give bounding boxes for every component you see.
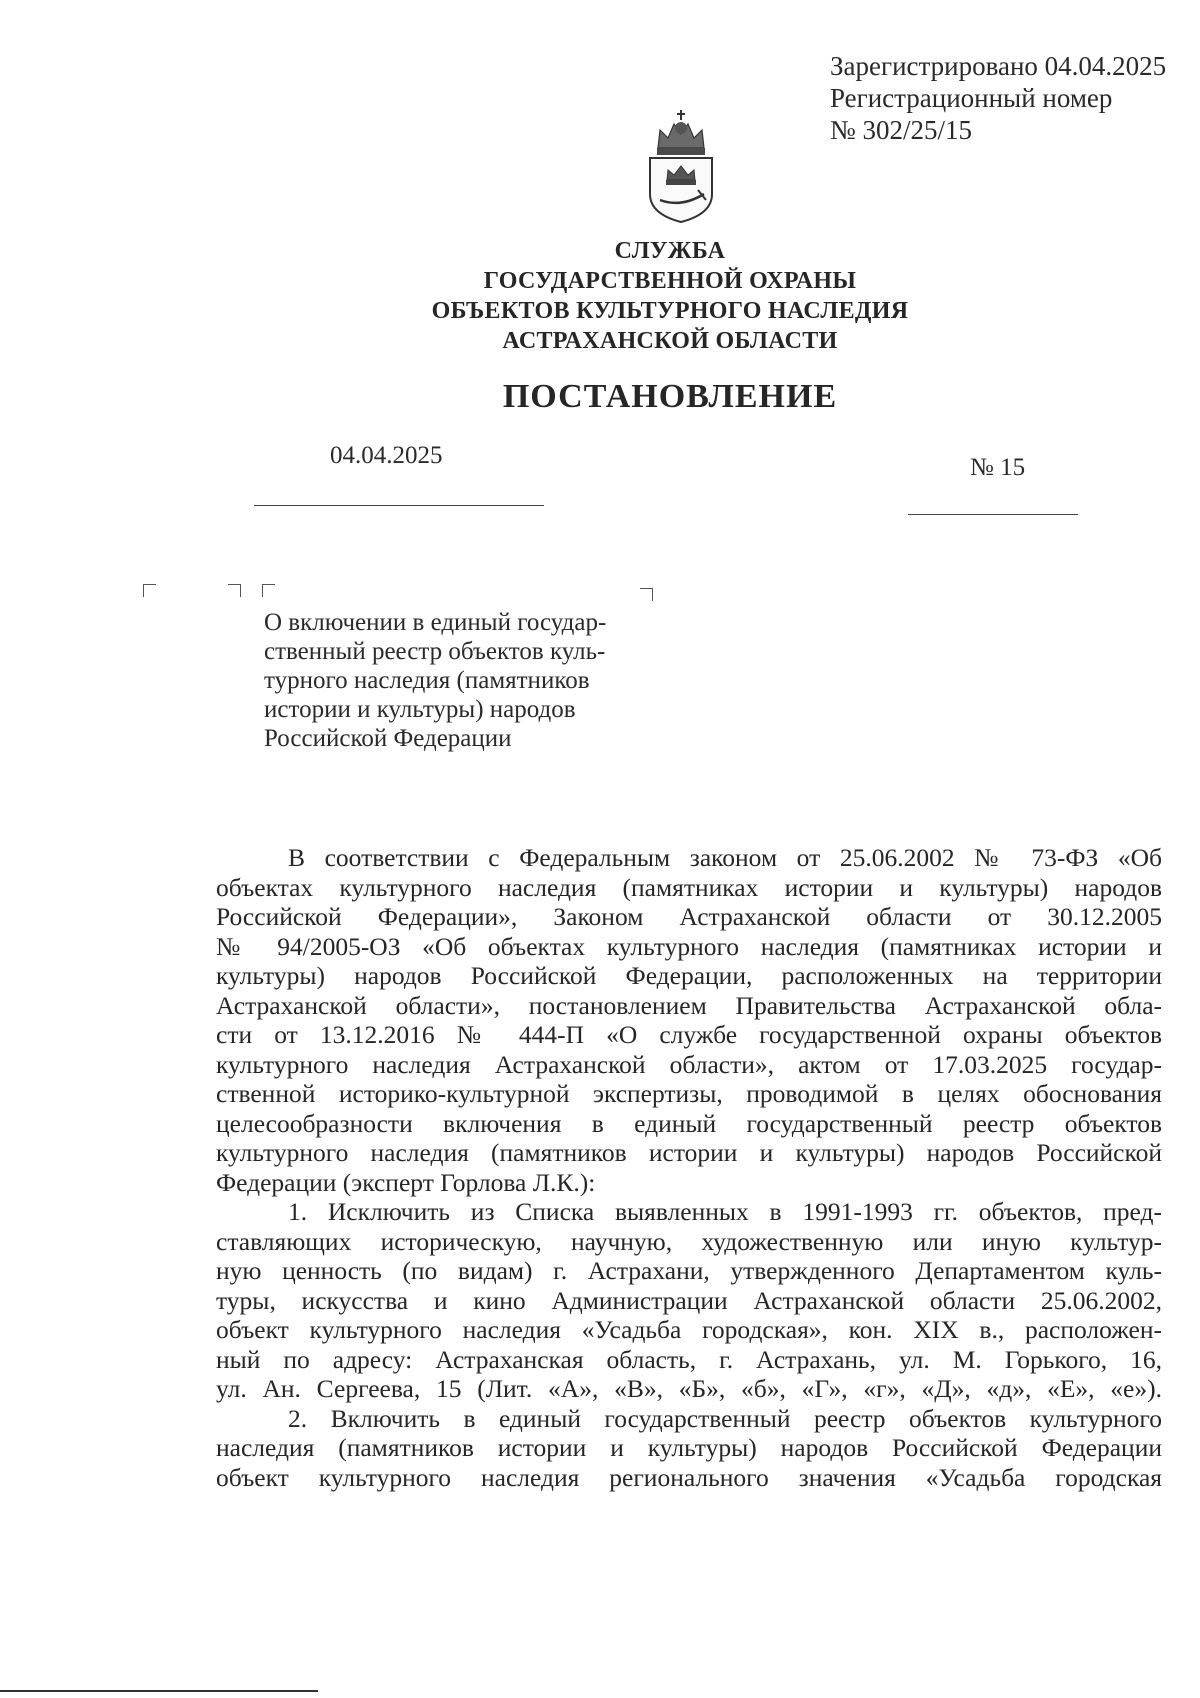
registration-number: № 302/25/15	[830, 115, 973, 145]
body-line: Федерации (эксперт Горлова Л.К.):	[216, 1167, 596, 1197]
body-line: объектах культурного наследия (памятниках истории и культуры) народов	[216, 872, 1162, 902]
agency-line: ГОСУДАРСТВЕННОЙ ОХРАНЫ	[483, 268, 857, 294]
body-line: объект культурного наследия регионального значения «Усадьба городская	[216, 1462, 1162, 1492]
agency-line: АСТРАХАНСКОЙ ОБЛАСТИ	[502, 328, 838, 354]
body-line: Астраханской области», постановлением Правительства Астраханской обла-	[216, 990, 1162, 1020]
document-type-heading: ПОСТАНОВЛЕНИЕ	[502, 378, 838, 415]
agency-line: СЛУЖБА	[614, 238, 726, 264]
body-line: ную ценность (по видам) г. Астрахани, утвержденного Департаментом куль-	[216, 1256, 1162, 1285]
registration-line: Регистрационный номер	[830, 83, 1113, 113]
body-line: культуры) народов Российской Федерации, расположенных на территории	[216, 961, 1162, 990]
body-line: культурного наследия (памятников истории и культуры) народов Российской	[216, 1138, 1162, 1167]
corner-mark	[262, 584, 275, 597]
body-line: ный по адресу: Астраханская область, г. Астрахань, ул. М. Горького, 16,	[216, 1344, 1162, 1374]
body-line: В соответствии с Федеральным законом от 25.06.2002 № 73-ФЗ «Об	[288, 843, 1162, 872]
document-date: 04.04.2025	[330, 442, 443, 469]
body-line: целесообразности включения в единый государственный реестр объектов	[216, 1108, 1162, 1138]
document-body	[216, 843, 1162, 1492]
body-line: 1. Исключить из Списка выявленных в 1991-1993 гг. объектов, пред-	[288, 1197, 1162, 1226]
body-line: объект культурного наследия «Усадьба городская», кон. XIX в., расположен-	[216, 1315, 1162, 1344]
corner-mark	[640, 588, 653, 601]
corner-mark	[143, 584, 156, 597]
body-line: наследия (памятников истории и культуры) народов Российской Федерации	[216, 1433, 1162, 1462]
body-line: сти от 13.12.2016 № 444-П «О службе государственной охраны объектов	[216, 1020, 1162, 1049]
title-line: турного наследия (памятников	[264, 667, 590, 694]
document-number: № 15	[970, 454, 1026, 481]
registration-stamp	[830, 50, 1166, 146]
body-line: туры, искусства и кино Администрации Астраханской области 25.06.2002,	[216, 1285, 1162, 1315]
body-line: ставляющих историческую, научную, художественную или иную культур-	[216, 1226, 1162, 1256]
body-line: 2. Включить в единый государственный реестр объектов культурного	[288, 1403, 1162, 1433]
title-line: О включении в единый государ-	[264, 609, 607, 636]
coat-of-arms-icon	[640, 108, 722, 224]
body-line: Российской Федерации», Законом Астраханской области от 30.12.2005	[216, 902, 1162, 931]
number-underline	[908, 514, 1078, 515]
agency-name	[400, 236, 940, 356]
corner-mark	[228, 584, 241, 597]
body-line: ственной историко-культурной экспертизы, проводимой в целях обоснования	[216, 1079, 1162, 1108]
agency-line: ОБЪЕКТОВ КУЛЬТУРНОГО НАСЛЕДИЯ	[431, 298, 909, 324]
body-line: № 94/2005-ОЗ «Об объектах культурного наследия (памятниках истории и	[216, 931, 1162, 961]
body-line: культурного наследия Астраханской области», актом от 17.03.2025 государ-	[216, 1049, 1162, 1079]
document-title	[264, 608, 684, 753]
date-underline	[254, 505, 544, 506]
body-line: ул. Ан. Сергеева, 15 (Лит. «А», «В», «Б», «б», «Г», «г», «Д», «д», «Е», «е»).	[216, 1374, 1162, 1403]
title-line: ственный реестр объектов куль-	[264, 638, 606, 665]
registration-line: Зарегистрировано 04.04.2025	[830, 51, 1167, 81]
title-line: Российской Федерации	[264, 725, 512, 752]
title-line: истории и культуры) народов	[264, 696, 576, 723]
footer-rule	[0, 1690, 318, 1692]
